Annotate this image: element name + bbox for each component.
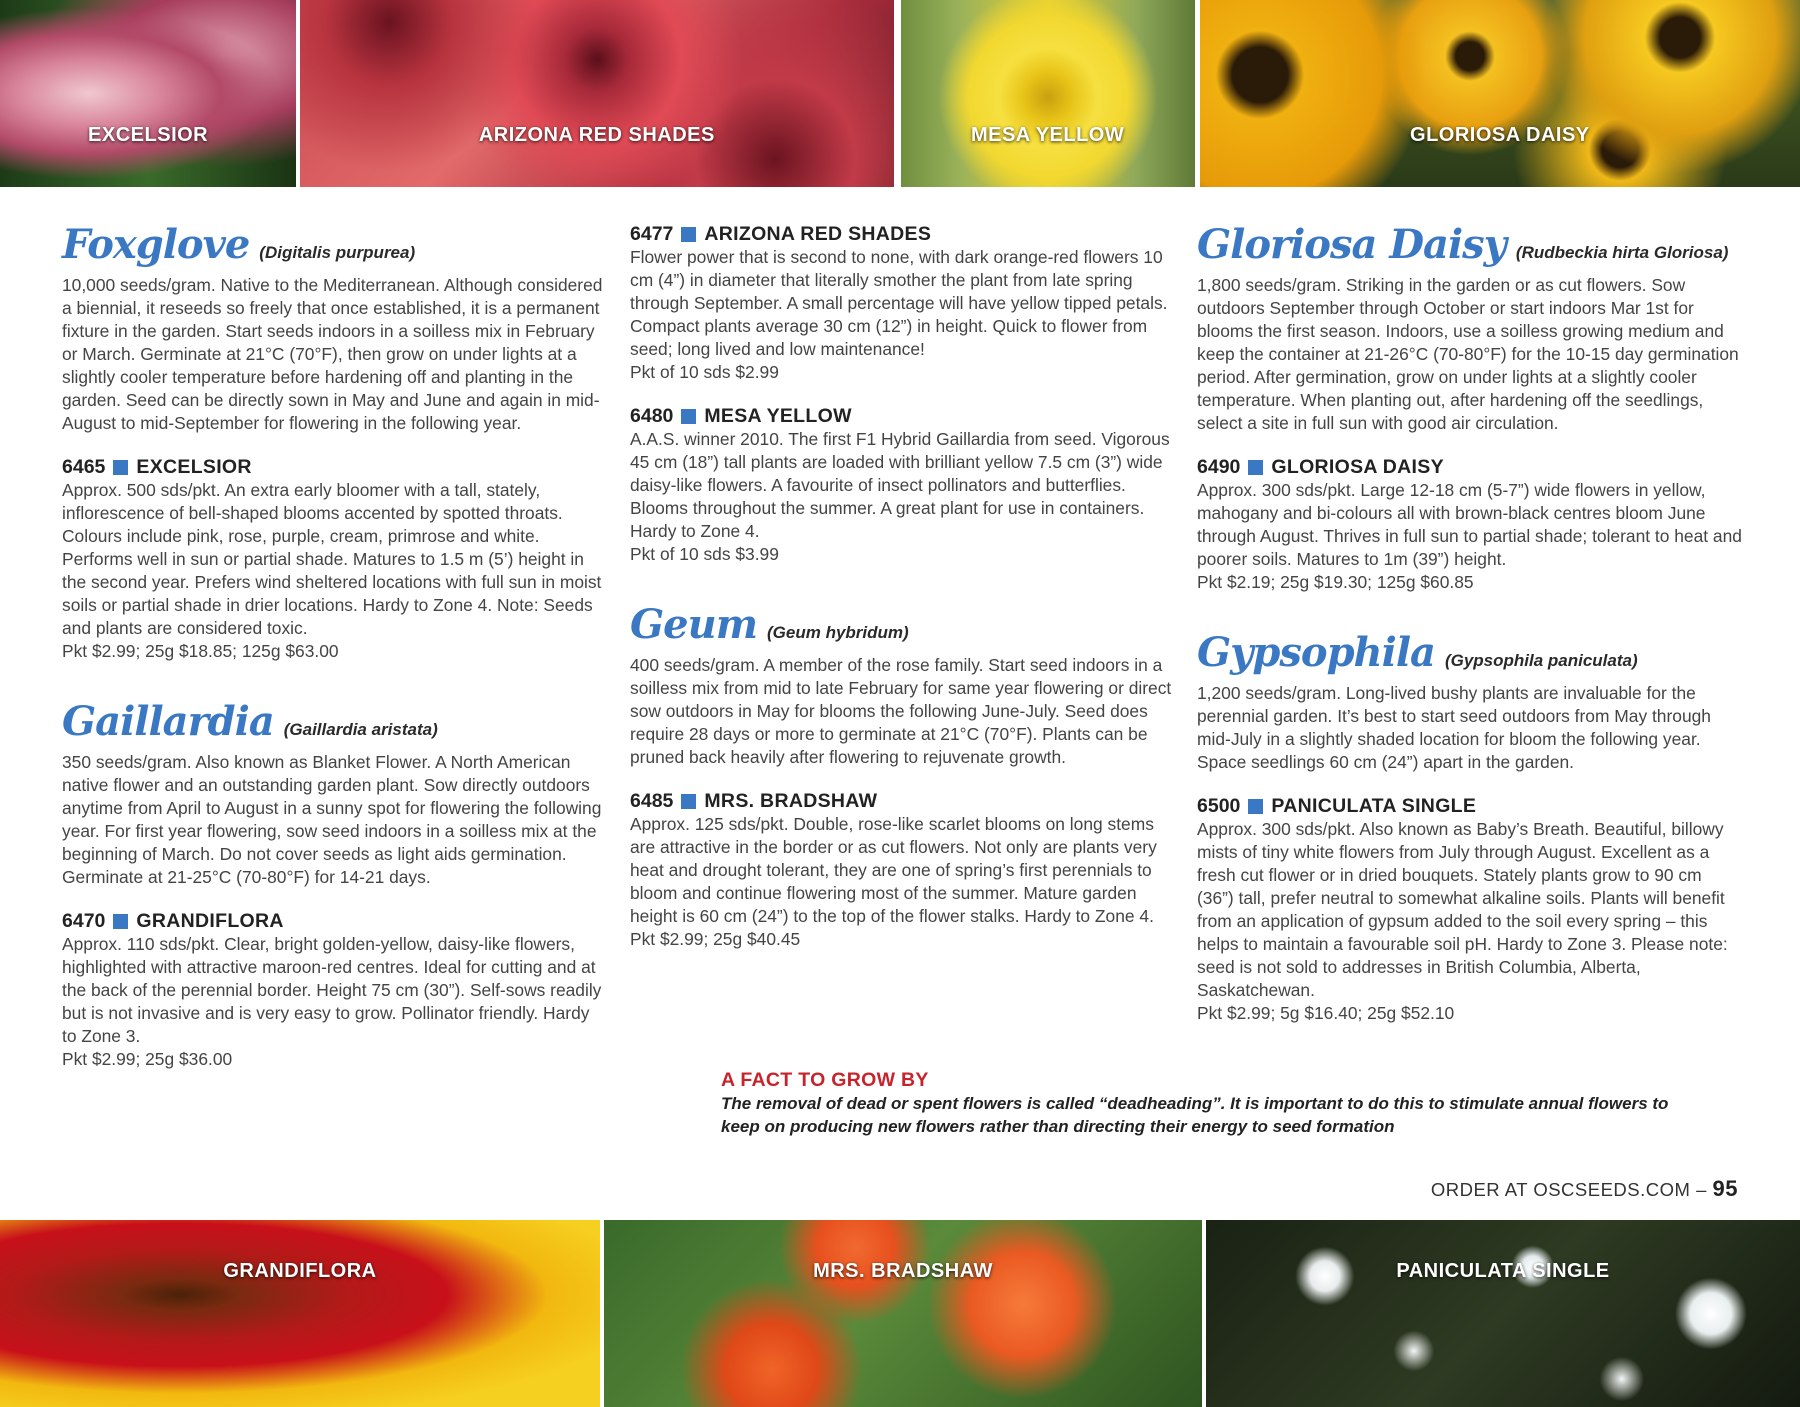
blue-square-icon xyxy=(113,914,128,929)
top-photo-strip xyxy=(0,0,1800,187)
photo-paniculata-single xyxy=(1206,1220,1800,1407)
blue-square-icon xyxy=(681,227,696,242)
photo-caption: MESA YELLOW xyxy=(970,124,1125,146)
section-title: Foxglove xyxy=(62,221,250,268)
photo-mrs-bradshaw xyxy=(604,1220,1202,1407)
photo-arizona-red-shades xyxy=(300,0,893,187)
blue-square-icon xyxy=(681,794,696,809)
page-footer xyxy=(1431,1176,1738,1202)
product-heading xyxy=(62,909,607,933)
section-title: Gypsophila xyxy=(1197,629,1435,676)
section-title: Gaillardia xyxy=(62,698,274,745)
product-description: Approx. 125 sds/pkt. Double, rose-like scarlet blooms on long stems are attractive in the border or as cut flowers. Not only are plants very heat and drought tolerant, they are one of spring’s first perennials to bloom and continue flowering most of the summer. Mature garden height is 60 cm (24”) to the top of the flower stalks. Hardy to Zone 4. xyxy=(630,814,1157,926)
section-description: 10,000 seeds/gram. Native to the Mediterranean. Although considered a biennial, it reseeds so freely that once established, it is a permanent fixture in the garden. Start seeds indoors in a soilless mix in February or March. Germinate at 21°C (70°F), then grow on under lights at a slightly cooler temperature before hardening off and planting in the garden. Seed can be directly sown in May and June and again in mid-August to mid-September for flowering in the following year. xyxy=(62,275,603,433)
blue-square-icon xyxy=(681,409,696,424)
section-title: Gloriosa Daisy xyxy=(1197,221,1506,268)
product-name: MESA YELLOW xyxy=(704,405,852,427)
section-heading xyxy=(1197,630,1742,676)
fact-body: The removal of dead or spent flowers is called “deadheading”. It is important to do this to stimulate annual flowers to keep on producing new flowers rather than directing their energy to seed formation xyxy=(721,1094,1669,1136)
order-link-text: ORDER AT OSCSEEDS.COM – xyxy=(1430,1179,1707,1200)
product-code: 6480 xyxy=(630,405,674,427)
page-number: 95 xyxy=(1712,1176,1738,1201)
product-name: GLORIOSA DAISY xyxy=(1271,456,1444,478)
photo-gloriosa-daisy xyxy=(1200,0,1800,187)
column-right xyxy=(1197,222,1742,1025)
product-description: Approx. 300 sds/pkt. Large 12-18 cm (5-7”) wide flowers in yellow, mahogany and bi-colours all with brown-black centres bloom June through August. Thrives in full sun to partial shade; tolerant to heat and poorer soils. Matures to 1m (39”) height. xyxy=(1197,480,1742,569)
latin-name: (Gypsophila paniculata) xyxy=(1444,651,1638,670)
section-description: 1,200 seeds/gram. Long-lived bushy plants are invaluable for the perennial garden. It’s best to start seed outdoors from May through mid-July in a slightly shaded location for bloom the following year. Space seedlings 60 cm (24”) apart in the garden. xyxy=(1197,683,1711,772)
product-heading xyxy=(1197,455,1742,479)
product-name: MRS. BRADSHAW xyxy=(704,790,878,812)
section-title: Geum xyxy=(630,601,758,648)
product-description: A.A.S. winner 2010. The first F1 Hybrid Gaillardia from seed. Vigorous 45 cm (18”) tall plants are loaded with brilliant yellow 7.5 cm (3”) wide daisy-like flowers. A favourite of insect pollinators and butterflies. Blooms throughout the summer. A great plant for use in containers. Hardy to Zone 4. xyxy=(630,429,1170,541)
section-foxglove xyxy=(62,222,607,663)
product-code: 6465 xyxy=(62,456,106,478)
product-code: 6500 xyxy=(1197,795,1241,817)
latin-name: (Geum hybridum) xyxy=(767,623,909,642)
section-heading xyxy=(1197,222,1742,268)
product-heading xyxy=(630,404,1175,428)
product-price: Pkt $2.99; 25g $18.85; 125g $63.00 xyxy=(62,641,339,661)
photo-excelsior xyxy=(0,0,296,187)
product-description: Approx. 500 sds/pkt. An extra early bloomer with a tall, stately, inflorescence of bell-shaped blooms accented by spotted throats. Colours include pink, rose, purple, cream, primrose and white. Performs well in sun or partial shade. Matures to 1.5 m (5’) height in the second year. Prefers wind sheltered locations with full sun in moist soils or partial shade in drier locations. Hardy to Zone 4. Note: Seeds and plants are considered toxic. xyxy=(62,480,602,638)
latin-name: (Digitalis purpurea) xyxy=(259,243,416,262)
product-heading xyxy=(1197,794,1742,818)
section-heading xyxy=(62,699,607,745)
blue-square-icon xyxy=(113,460,128,475)
product-name: ARIZONA RED SHADES xyxy=(704,223,932,245)
column-left xyxy=(62,222,607,1071)
product-price: Pkt of 10 sds $3.99 xyxy=(630,544,779,564)
product-name: GRANDIFLORA xyxy=(136,910,284,932)
section-heading xyxy=(630,602,1175,648)
section-geum xyxy=(630,602,1175,951)
blue-square-icon xyxy=(1248,799,1263,814)
product-code: 6470 xyxy=(62,910,106,932)
product-description: Flower power that is second to none, with dark orange-red flowers 10 cm (4”) in diameter that literally smother the plant from late spring through September. A small percentage will have yellow tipped petals. Compact plants average 30 cm (12”) in height. Quick to flower from seed; long lived and low maintenance! xyxy=(630,247,1168,359)
photo-caption: GRANDIFLORA xyxy=(223,1260,377,1282)
product-price: Pkt of 10 sds $2.99 xyxy=(630,362,779,382)
section-description: 400 seeds/gram. A member of the rose family. Start seed indoors in a soilless mix from mid to late February for same year flowering or direct sow outdoors in May for blooms the following June-July. Seed does require 28 days or more to germinate at 21°C (70°F). Plants can be pruned back heavily after flowering to rejuvenate growth. xyxy=(630,655,1172,767)
section-gaillardia xyxy=(62,699,607,1071)
product-name: EXCELSIOR xyxy=(136,456,252,478)
fact-to-grow-by xyxy=(721,1068,1681,1138)
bottom-photo-strip xyxy=(0,1220,1800,1407)
product-code: 6477 xyxy=(630,223,674,245)
photo-caption: GLORIOSA DAISY xyxy=(1410,124,1590,146)
product-name: PANICULATA SINGLE xyxy=(1271,795,1477,817)
product-description: Approx. 300 sds/pkt. Also known as Baby’s Breath. Beautiful, billowy mists of tiny white flowers from July through August. Excellent as a fresh cut flower or in dried bouquets. Stately plants grow to 90 cm (36”) tall, prefer neutral to somewhat alkaline soils. Plants will benefit from an application of gypsum added to the soil every spring – this helps to maintain a favourable soil pH. Hardy to Zone 3. Please note: seed is not sold to addresses in British Columbia, Alberta, Saskatchewan. xyxy=(1197,819,1728,1000)
product-price: Pkt $2.99; 25g $40.45 xyxy=(630,929,801,949)
latin-name: (Rudbeckia hirta Gloriosa) xyxy=(1515,243,1729,262)
latin-name: (Gaillardia aristata) xyxy=(283,720,438,739)
fact-title: A FACT TO GROW BY xyxy=(721,1069,929,1091)
product-price: Pkt $2.19; 25g $19.30; 125g $60.85 xyxy=(1197,572,1474,592)
product-description: Approx. 110 sds/pkt. Clear, bright golden-yellow, daisy-like flowers, highlighted with attractive maroon-red centres. Ideal for cutting and at the back of the perennial border. Height 75 cm (30”). Self-sows readily but is not invasive and is very easy to grow. Pollinator friendly. Hardy to Zone 3. xyxy=(62,934,602,1046)
photo-caption: EXCELSIOR xyxy=(88,124,209,146)
product-code: 6485 xyxy=(630,790,674,812)
photo-mesa-yellow xyxy=(901,0,1195,187)
photo-caption: PANICULATA SINGLE xyxy=(1396,1260,1610,1282)
product-code: 6490 xyxy=(1197,456,1241,478)
product-heading xyxy=(630,789,1175,813)
blue-square-icon xyxy=(1248,460,1263,475)
photo-grandiflora xyxy=(0,1220,600,1407)
photo-caption: MRS. BRADSHAW xyxy=(813,1260,993,1282)
section-description: 1,800 seeds/gram. Striking in the garden or as cut flowers. Sow outdoors September through October or start indoors Mar 1st for blooms the first season. Indoors, use a soilless growing medium and keep the container at 21-26°C (70-80°F) for the 10-15 day germination period. After germination, grow on under lights at a slightly cooler temperature. When planting out, after hardening off the seedlings, select a site in full sun with good air circulation. xyxy=(1197,275,1739,433)
product-price: Pkt $2.99; 25g $36.00 xyxy=(62,1049,233,1069)
product-heading xyxy=(630,222,1175,246)
section-description: 350 seeds/gram. Also known as Blanket Flower. A North American native flower and an outstanding garden plant. Sow directly outdoors anytime from April to August in a sunny spot for flowering the following year. For first year flowering, sow seed indoors in a soilless mix at the beginning of March. Do not cover seeds as light aids germination. Germinate at 21-25°C (70-80°F) for 14-21 days. xyxy=(62,752,602,887)
column-middle xyxy=(630,222,1175,951)
photo-caption: ARIZONA RED SHADES xyxy=(478,124,715,146)
section-gloriosa-daisy xyxy=(1197,222,1742,594)
section-heading xyxy=(62,222,607,268)
product-price: Pkt $2.99; 5g $16.40; 25g $52.10 xyxy=(1197,1003,1455,1023)
product-heading xyxy=(62,455,607,479)
section-gypsophila xyxy=(1197,630,1742,1025)
